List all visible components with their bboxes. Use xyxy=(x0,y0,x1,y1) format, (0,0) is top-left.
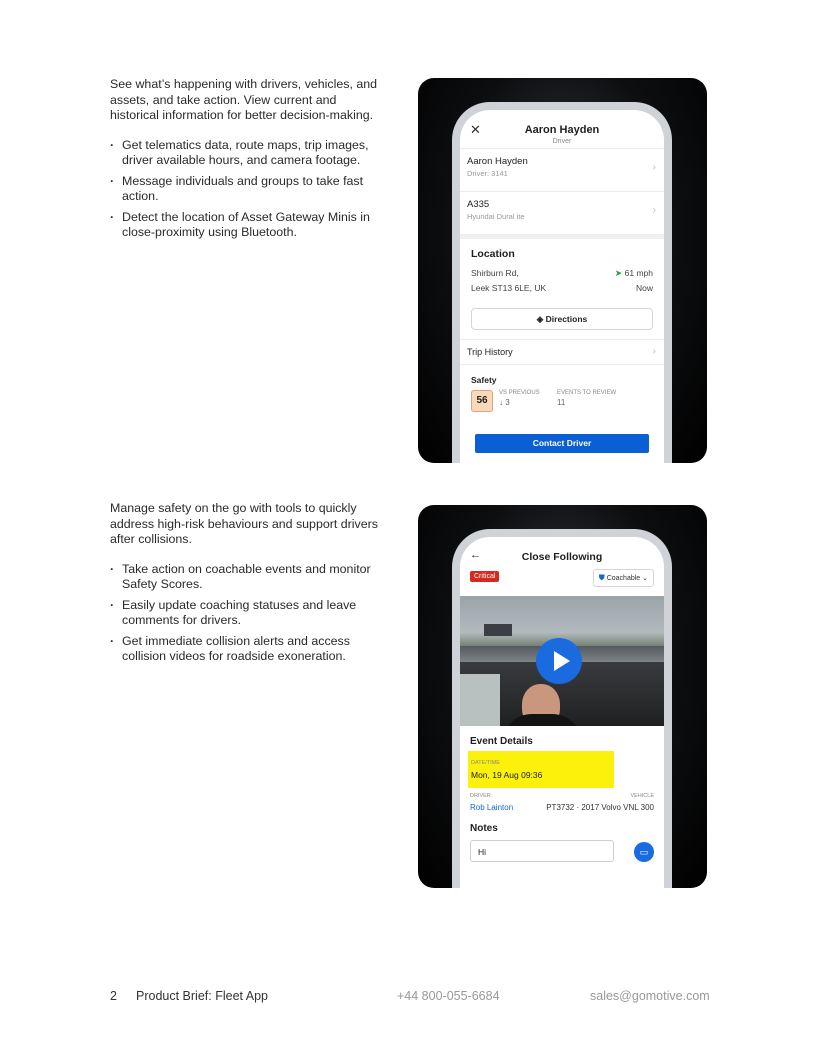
section1-bullets xyxy=(110,138,380,241)
driver-name: Aaron Hayden xyxy=(467,156,528,167)
vs-previous-label: VS PREVIOUS xyxy=(499,390,540,396)
driver-row[interactable] xyxy=(460,149,664,192)
safety-summary xyxy=(471,390,664,418)
vehicle-row[interactable] xyxy=(460,192,664,235)
document-title: Product Brief: Fleet App xyxy=(136,989,269,1003)
chevron-down-icon: ⌄ xyxy=(642,575,648,582)
list-item: · Easily update coaching statuses and leave comments for drivers. xyxy=(110,598,380,629)
phone-screen xyxy=(460,537,664,888)
driver-id: Driver: 3141 xyxy=(467,169,508,178)
driver-vehicle-info xyxy=(470,793,654,823)
coachable-dropdown[interactable] xyxy=(593,569,654,587)
section2-bullets xyxy=(110,562,380,665)
phone-frame xyxy=(452,529,672,888)
events-value: 11 xyxy=(557,398,566,407)
event-title: Close Following xyxy=(521,551,603,563)
section2-text xyxy=(110,501,380,670)
vehicle-value: PT3732 · 2017 Volvo VNL 300 xyxy=(546,803,654,812)
safety-event-screen-mockup xyxy=(418,505,707,888)
chevron-right-icon: › xyxy=(652,162,656,173)
play-icon[interactable] xyxy=(536,638,582,684)
contact-driver-button[interactable]: Contact Driver xyxy=(475,434,649,453)
location-address xyxy=(471,266,653,302)
directions-icon: ◈ xyxy=(536,314,544,324)
trip-history-row[interactable] xyxy=(460,339,664,365)
notes-title: Notes xyxy=(470,823,498,834)
list-item: · Message individuals and groups to take fast action. xyxy=(110,174,380,205)
close-icon[interactable]: ✕ xyxy=(470,122,481,137)
datetime-value: Mon, 19 Aug 09:36 xyxy=(471,770,543,780)
location-title: Location xyxy=(471,248,515,260)
chevron-right-icon: › xyxy=(652,346,656,357)
speed-time: Now xyxy=(635,283,653,293)
datetime-highlight xyxy=(468,751,614,788)
directions-label: Directions xyxy=(545,314,588,324)
safety-title: Safety xyxy=(471,375,497,385)
chevron-right-icon: › xyxy=(652,205,656,216)
send-comment-icon[interactable]: ▭ xyxy=(634,842,654,862)
footer-phone: +44 800-055-6684 xyxy=(397,989,500,1003)
notes-row xyxy=(470,840,654,868)
section1-text xyxy=(110,77,380,246)
event-details-title: Event Details xyxy=(470,736,533,747)
address-line-1: Shirburn Rd, xyxy=(471,268,519,278)
safety-score-badge: 56 xyxy=(471,390,493,412)
trip-history-label: Trip History xyxy=(467,347,513,357)
address-line-2: Leek ST13 6LE, UK xyxy=(471,283,547,293)
page-number: 2 xyxy=(110,989,117,1003)
directions-button[interactable] xyxy=(471,308,653,330)
list-item: · Get telematics data, route maps, trip images, driver available hours, and camera footage. xyxy=(110,138,380,169)
screen-header xyxy=(460,537,664,567)
vs-previous-stat xyxy=(499,390,540,407)
section1-intro: See what’s happening with drivers, vehicles, and assets, and take action. View current and historical information for better decision-making. xyxy=(110,77,378,122)
shield-icon: ⛊ xyxy=(598,573,605,582)
speed-info xyxy=(615,266,653,296)
navigation-arrow-icon: ➤ xyxy=(614,268,623,278)
divider xyxy=(460,235,664,239)
phone-frame xyxy=(452,102,672,463)
datetime-label: DATE/TIME xyxy=(471,760,500,766)
header-role: Driver xyxy=(552,138,572,145)
header-name: Aaron Hayden xyxy=(524,124,600,136)
coachable-label: Coachable xyxy=(606,575,641,582)
events-to-review-stat xyxy=(557,390,616,407)
video-billboard xyxy=(484,624,512,636)
list-item: · Take action on coachable events and monitor Safety Scores. xyxy=(110,562,380,593)
vehicle-model: Hyundai Dural ite xyxy=(467,212,525,221)
list-item: · Get immediate collision alerts and access collision videos for roadside exoneration. xyxy=(110,634,380,665)
vehicle-name: A335 xyxy=(467,199,490,210)
footer-email: sales@gomotive.com xyxy=(590,989,710,1003)
event-badges xyxy=(460,567,664,593)
critical-badge: Critical xyxy=(470,571,499,582)
vs-previous-value: ↓ 3 xyxy=(499,398,510,407)
driver-screen-mockup xyxy=(418,78,707,463)
driver-link[interactable]: Rob Lainton xyxy=(470,803,514,812)
list-item: · Detect the location of Asset Gateway Minis in close-proximity using Bluetooth. xyxy=(110,210,380,241)
vehicle-label: VEHICLE xyxy=(630,793,654,799)
event-video[interactable] xyxy=(460,596,664,726)
notes-input[interactable]: Hi xyxy=(470,840,614,862)
section2-intro: Manage safety on the go with tools to quickly address high-risk behaviours and support drivers after collisions. xyxy=(110,501,378,546)
driver-label: DRIVER xyxy=(470,793,491,799)
screen-header xyxy=(460,110,664,149)
events-label: EVENTS TO REVIEW xyxy=(557,390,617,396)
back-arrow-icon[interactable]: ← xyxy=(470,549,481,561)
video-window xyxy=(460,674,500,726)
phone-screen xyxy=(460,110,664,463)
speed-value: 61 mph xyxy=(624,268,653,278)
